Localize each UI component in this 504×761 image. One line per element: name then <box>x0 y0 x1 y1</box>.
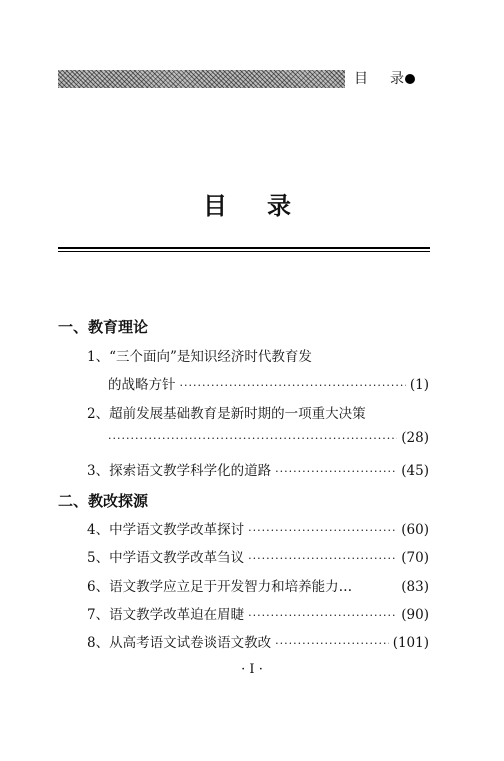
toc-entry-text: 4、中学语文教学改革探讨 <box>87 522 245 538</box>
title-rule-thin <box>58 251 430 252</box>
toc-entry-text: 7、语文教学改革迫在眉睫 <box>87 607 245 623</box>
toc-entry-text: 2、超前发展基础教育是新时期的一项重大决策 <box>87 406 366 422</box>
header-decorative-band <box>58 70 345 88</box>
toc-entry-1-line2[interactable] <box>108 373 429 395</box>
leader-dots <box>248 524 397 537</box>
page-folio: · I · <box>241 662 263 677</box>
toc-entry-7[interactable] <box>87 603 429 625</box>
page-title: 目录 <box>203 192 331 220</box>
toc-entry-text: 8、从高考语文试卷谈语文教改 <box>87 635 272 651</box>
toc-entry-6[interactable] <box>87 575 429 597</box>
toc-page-number: (45) <box>401 463 429 479</box>
toc-page-number: (83) <box>401 579 429 595</box>
toc-page-number: (90) <box>401 607 429 623</box>
toc-entry-text: 3、探索语文教学科学化的道路 <box>87 463 272 479</box>
leader-dots <box>248 552 397 565</box>
leader-dots <box>108 432 397 445</box>
title-rule-thick <box>58 247 430 249</box>
toc-page-number: (70) <box>401 550 429 566</box>
leader-dots <box>275 637 389 650</box>
leader-dots <box>248 609 397 622</box>
toc-entry-2-line1[interactable] <box>87 402 429 424</box>
running-header-char1: 目 <box>354 71 368 87</box>
toc-page-number: (60) <box>401 522 429 538</box>
running-header-char2: 录 <box>390 71 404 87</box>
toc-entry-8[interactable] <box>87 631 429 653</box>
leader-dots <box>180 379 406 392</box>
toc-entry-4[interactable] <box>87 518 429 540</box>
running-header <box>354 70 415 88</box>
toc-entry-3[interactable] <box>87 459 429 481</box>
toc-entry-text: 5、中学语文教学改革刍议 <box>87 550 245 566</box>
toc-page-number: (101) <box>392 635 429 651</box>
toc-entry-2-line2[interactable] <box>108 430 429 452</box>
section-heading-2: 二、教改探源 <box>58 492 149 510</box>
bullet-icon <box>405 74 415 84</box>
leader-dots <box>275 465 397 478</box>
toc-entry-text: 的战略方针 <box>108 377 176 393</box>
toc-page-number: (1) <box>409 377 429 393</box>
section-heading-1: 一、教育理论 <box>58 318 149 336</box>
toc-page-number: (28) <box>401 430 429 446</box>
toc-entry-text: 6、语文教学应立足于开发智力和培养能力… <box>87 579 353 595</box>
toc-entry-5[interactable] <box>87 546 429 568</box>
toc-entry-1-line1[interactable] <box>87 345 429 367</box>
toc-entry-text: 1、“三个面向”是知识经济时代教育发 <box>87 349 312 365</box>
